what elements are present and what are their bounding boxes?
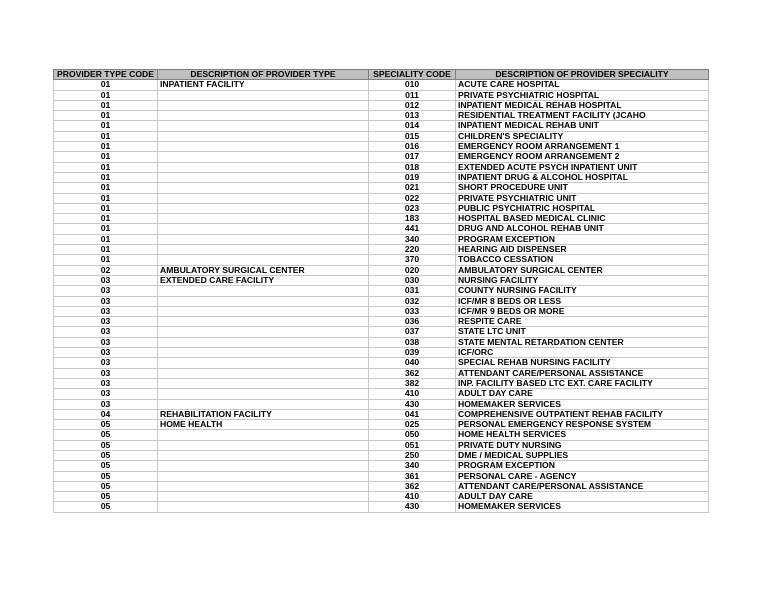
- speciality-description-cell: PUBLIC PSYCHIATRIC HOSPITAL: [456, 203, 709, 213]
- provider-type-code-cell: 01: [54, 142, 158, 152]
- provider-type-description-cell: [158, 337, 369, 347]
- speciality-description-cell: ADULT DAY CARE: [456, 389, 709, 399]
- provider-type-description-cell: [158, 358, 369, 368]
- table-row: [54, 368, 709, 378]
- provider-type-code-cell: 03: [54, 348, 158, 358]
- provider-type-description-cell: [158, 399, 369, 409]
- speciality-code-cell: 040: [369, 358, 456, 368]
- provider-type-description-cell: [158, 90, 369, 100]
- provider-type-code-cell: 01: [54, 234, 158, 244]
- provider-type-description-cell: [158, 430, 369, 440]
- speciality-description-cell: ATTENDANT CARE/PERSONAL ASSISTANCE: [456, 481, 709, 491]
- table-row: [54, 337, 709, 347]
- provider-type-code-cell: 01: [54, 100, 158, 110]
- provider-type-description-cell: [158, 471, 369, 481]
- provider-type-description-cell: [158, 327, 369, 337]
- provider-type-code-cell: 03: [54, 399, 158, 409]
- provider-type-code-cell: 01: [54, 255, 158, 265]
- speciality-description-cell: DME / MEDICAL SUPPLIES: [456, 450, 709, 460]
- speciality-description-cell: PERSONAL EMERGENCY RESPONSE SYSTEM: [456, 420, 709, 430]
- speciality-code-cell: 019: [369, 172, 456, 182]
- header-speciality-description: DESCRIPTION OF PROVIDER SPECIALITY: [456, 70, 709, 80]
- provider-type-description-cell: [158, 121, 369, 131]
- speciality-description-cell: EMERGENCY ROOM ARRANGEMENT 2: [456, 152, 709, 162]
- table-row: [54, 193, 709, 203]
- provider-type-code-cell: 03: [54, 317, 158, 327]
- header-row: [54, 70, 709, 80]
- provider-type-code-cell: 05: [54, 461, 158, 471]
- provider-type-description-cell: [158, 193, 369, 203]
- provider-type-code-cell: 05: [54, 471, 158, 481]
- provider-type-code-cell: 05: [54, 420, 158, 430]
- table-row: [54, 162, 709, 172]
- speciality-code-cell: 037: [369, 327, 456, 337]
- speciality-description-cell: PRIVATE PSYCHIATRIC HOSPITAL: [456, 90, 709, 100]
- speciality-description-cell: INPATIENT MEDICAL REHAB HOSPITAL: [456, 100, 709, 110]
- table-row: [54, 409, 709, 419]
- provider-type-code-cell: 01: [54, 245, 158, 255]
- speciality-description-cell: COMPREHENSIVE OUTPATIENT REHAB FACILITY: [456, 409, 709, 419]
- speciality-description-cell: COUNTY NURSING FACILITY: [456, 286, 709, 296]
- speciality-code-cell: 033: [369, 306, 456, 316]
- table-row: [54, 296, 709, 306]
- table-row: [54, 502, 709, 512]
- speciality-description-cell: PERSONAL CARE - AGENCY: [456, 471, 709, 481]
- speciality-description-cell: PRIVATE PSYCHIATRIC UNIT: [456, 193, 709, 203]
- speciality-code-cell: 015: [369, 131, 456, 141]
- provider-table-sheet: [53, 69, 709, 513]
- speciality-description-cell: PROGRAM EXCEPTION: [456, 461, 709, 471]
- provider-type-code-cell: 01: [54, 214, 158, 224]
- provider-type-description-cell: [158, 317, 369, 327]
- speciality-description-cell: SHORT PROCEDURE UNIT: [456, 183, 709, 193]
- speciality-code-cell: 036: [369, 317, 456, 327]
- speciality-description-cell: HOSPITAL BASED MEDICAL CLINIC: [456, 214, 709, 224]
- table-row: [54, 80, 709, 90]
- speciality-description-cell: PROGRAM EXCEPTION: [456, 234, 709, 244]
- provider-type-code-cell: 01: [54, 121, 158, 131]
- speciality-description-cell: ICF/MR 9 BEDS OR MORE: [456, 306, 709, 316]
- table-row: [54, 214, 709, 224]
- table-row: [54, 450, 709, 460]
- speciality-code-cell: 220: [369, 245, 456, 255]
- table-row: [54, 317, 709, 327]
- speciality-code-cell: 441: [369, 224, 456, 234]
- provider-type-code-cell: 03: [54, 275, 158, 285]
- table-row: [54, 378, 709, 388]
- speciality-code-cell: 031: [369, 286, 456, 296]
- table-row: [54, 121, 709, 131]
- table-row: [54, 481, 709, 491]
- provider-type-description-cell: AMBULATORY SURGICAL CENTER: [158, 265, 369, 275]
- provider-type-description-cell: [158, 450, 369, 460]
- provider-type-code-cell: 05: [54, 502, 158, 512]
- speciality-code-cell: 410: [369, 389, 456, 399]
- provider-type-description-cell: [158, 306, 369, 316]
- provider-type-description-cell: HOME HEALTH: [158, 420, 369, 430]
- speciality-description-cell: ATTENDANT CARE/PERSONAL ASSISTANCE: [456, 368, 709, 378]
- provider-type-description-cell: REHABILITATION FACILITY: [158, 409, 369, 419]
- speciality-description-cell: RESIDENTIAL TREATMENT FACILITY (JCAHO: [456, 111, 709, 121]
- speciality-code-cell: 361: [369, 471, 456, 481]
- provider-type-code-cell: 01: [54, 172, 158, 182]
- table-row: [54, 492, 709, 502]
- speciality-description-cell: INPATIENT MEDICAL REHAB UNIT: [456, 121, 709, 131]
- speciality-description-cell: ICF/MR 8 BEDS OR LESS: [456, 296, 709, 306]
- provider-type-code-cell: 03: [54, 306, 158, 316]
- provider-type-description-cell: [158, 378, 369, 388]
- table-row: [54, 172, 709, 182]
- table-row: [54, 399, 709, 409]
- provider-type-description-cell: [158, 348, 369, 358]
- provider-type-code-cell: 05: [54, 481, 158, 491]
- provider-type-code-cell: 02: [54, 265, 158, 275]
- provider-type-description-cell: [158, 296, 369, 306]
- provider-type-description-cell: [158, 131, 369, 141]
- speciality-description-cell: CHILDREN'S SPECIALITY: [456, 131, 709, 141]
- table-row: [54, 306, 709, 316]
- speciality-code-cell: 051: [369, 440, 456, 450]
- provider-type-description-cell: EXTENDED CARE FACILITY: [158, 275, 369, 285]
- provider-type-description-cell: [158, 286, 369, 296]
- speciality-code-cell: 340: [369, 461, 456, 471]
- provider-type-code-cell: 01: [54, 193, 158, 203]
- provider-type-description-cell: [158, 172, 369, 182]
- provider-type-code-cell: 01: [54, 90, 158, 100]
- table-row: [54, 471, 709, 481]
- speciality-code-cell: 018: [369, 162, 456, 172]
- speciality-description-cell: HOMEMAKER SERVICES: [456, 399, 709, 409]
- table-row: [54, 90, 709, 100]
- speciality-code-cell: 011: [369, 90, 456, 100]
- speciality-description-cell: ACUTE CARE HOSPITAL: [456, 80, 709, 90]
- provider-type-code-cell: 03: [54, 368, 158, 378]
- provider-type-description-cell: [158, 389, 369, 399]
- speciality-code-cell: 370: [369, 255, 456, 265]
- provider-type-description-cell: [158, 481, 369, 491]
- speciality-code-cell: 050: [369, 430, 456, 440]
- provider-type-description-cell: [158, 502, 369, 512]
- table-row: [54, 275, 709, 285]
- speciality-code-cell: 012: [369, 100, 456, 110]
- speciality-description-cell: ICF/ORC: [456, 348, 709, 358]
- provider-type-description-cell: [158, 100, 369, 110]
- speciality-code-cell: 340: [369, 234, 456, 244]
- speciality-code-cell: 014: [369, 121, 456, 131]
- provider-specialty-table: [53, 69, 709, 513]
- speciality-code-cell: 430: [369, 399, 456, 409]
- table-body: [54, 80, 709, 512]
- table-row: [54, 286, 709, 296]
- provider-type-description-cell: [158, 214, 369, 224]
- provider-type-description-cell: [158, 142, 369, 152]
- provider-type-code-cell: 01: [54, 131, 158, 141]
- table-row: [54, 152, 709, 162]
- provider-type-description-cell: INPATIENT FACILITY: [158, 80, 369, 90]
- speciality-code-cell: 039: [369, 348, 456, 358]
- speciality-description-cell: RESPITE CARE: [456, 317, 709, 327]
- speciality-description-cell: INPATIENT DRUG & ALCOHOL HOSPITAL: [456, 172, 709, 182]
- speciality-description-cell: INP. FACILITY BASED LTC EXT. CARE FACILITY: [456, 378, 709, 388]
- header-provider-type-code: PROVIDER TYPE CODE: [54, 70, 158, 80]
- table-row: [54, 327, 709, 337]
- speciality-code-cell: 021: [369, 183, 456, 193]
- speciality-description-cell: NURSING FACILITY: [456, 275, 709, 285]
- provider-type-description-cell: [158, 368, 369, 378]
- table-row: [54, 111, 709, 121]
- speciality-code-cell: 362: [369, 368, 456, 378]
- provider-type-code-cell: 01: [54, 203, 158, 213]
- table-row: [54, 461, 709, 471]
- speciality-code-cell: 030: [369, 275, 456, 285]
- table-row: [54, 142, 709, 152]
- speciality-code-cell: 041: [369, 409, 456, 419]
- provider-type-code-cell: 01: [54, 162, 158, 172]
- speciality-description-cell: DRUG AND ALCOHOL REHAB UNIT: [456, 224, 709, 234]
- provider-type-code-cell: 01: [54, 152, 158, 162]
- speciality-description-cell: STATE MENTAL RETARDATION CENTER: [456, 337, 709, 347]
- speciality-code-cell: 023: [369, 203, 456, 213]
- speciality-description-cell: HOMEMAKER SERVICES: [456, 502, 709, 512]
- speciality-code-cell: 410: [369, 492, 456, 502]
- speciality-code-cell: 183: [369, 214, 456, 224]
- speciality-description-cell: EXTENDED ACUTE PSYCH INPATIENT UNIT: [456, 162, 709, 172]
- provider-type-code-cell: 01: [54, 80, 158, 90]
- provider-type-description-cell: [158, 183, 369, 193]
- provider-type-description-cell: [158, 461, 369, 471]
- speciality-code-cell: 362: [369, 481, 456, 491]
- header-provider-type-description: DESCRIPTION OF PROVIDER TYPE: [158, 70, 369, 80]
- table-row: [54, 183, 709, 193]
- provider-type-description-cell: [158, 162, 369, 172]
- speciality-code-cell: 020: [369, 265, 456, 275]
- provider-type-code-cell: 03: [54, 378, 158, 388]
- speciality-description-cell: STATE LTC UNIT: [456, 327, 709, 337]
- speciality-code-cell: 017: [369, 152, 456, 162]
- table-row: [54, 440, 709, 450]
- provider-type-code-cell: 05: [54, 450, 158, 460]
- table-row: [54, 348, 709, 358]
- speciality-description-cell: HEARING AID DISPENSER: [456, 245, 709, 255]
- speciality-code-cell: 025: [369, 420, 456, 430]
- provider-type-description-cell: [158, 234, 369, 244]
- table-row: [54, 234, 709, 244]
- provider-type-code-cell: 05: [54, 430, 158, 440]
- speciality-code-cell: 038: [369, 337, 456, 347]
- table-header: [54, 70, 709, 80]
- table-row: [54, 131, 709, 141]
- table-row: [54, 245, 709, 255]
- provider-type-code-cell: 03: [54, 389, 158, 399]
- provider-type-code-cell: 03: [54, 337, 158, 347]
- provider-type-code-cell: 01: [54, 111, 158, 121]
- table-row: [54, 203, 709, 213]
- speciality-code-cell: 032: [369, 296, 456, 306]
- provider-type-description-cell: [158, 111, 369, 121]
- table-row: [54, 358, 709, 368]
- table-row: [54, 430, 709, 440]
- speciality-description-cell: AMBULATORY SURGICAL CENTER: [456, 265, 709, 275]
- provider-type-code-cell: 01: [54, 224, 158, 234]
- speciality-code-cell: 016: [369, 142, 456, 152]
- table-row: [54, 255, 709, 265]
- provider-type-description-cell: [158, 245, 369, 255]
- provider-type-code-cell: 05: [54, 492, 158, 502]
- speciality-code-cell: 022: [369, 193, 456, 203]
- provider-type-description-cell: [158, 152, 369, 162]
- table-row: [54, 224, 709, 234]
- provider-type-description-cell: [158, 224, 369, 234]
- provider-type-code-cell: 03: [54, 286, 158, 296]
- provider-type-code-cell: 03: [54, 327, 158, 337]
- speciality-code-cell: 250: [369, 450, 456, 460]
- provider-type-code-cell: 03: [54, 296, 158, 306]
- speciality-code-cell: 013: [369, 111, 456, 121]
- provider-type-description-cell: [158, 440, 369, 450]
- speciality-description-cell: HOME HEALTH SERVICES: [456, 430, 709, 440]
- speciality-description-cell: TOBACCO CESSATION: [456, 255, 709, 265]
- speciality-description-cell: ADULT DAY CARE: [456, 492, 709, 502]
- speciality-code-cell: 430: [369, 502, 456, 512]
- speciality-code-cell: 010: [369, 80, 456, 90]
- provider-type-code-cell: 05: [54, 440, 158, 450]
- table-row: [54, 265, 709, 275]
- speciality-description-cell: EMERGENCY ROOM ARRANGEMENT 1: [456, 142, 709, 152]
- speciality-code-cell: 382: [369, 378, 456, 388]
- provider-type-code-cell: 03: [54, 358, 158, 368]
- table-row: [54, 420, 709, 430]
- table-row: [54, 389, 709, 399]
- speciality-description-cell: SPECIAL REHAB NURSING FACILITY: [456, 358, 709, 368]
- provider-type-code-cell: 04: [54, 409, 158, 419]
- provider-type-description-cell: [158, 203, 369, 213]
- provider-type-description-cell: [158, 255, 369, 265]
- speciality-description-cell: PRIVATE DUTY NURSING: [456, 440, 709, 450]
- table-row: [54, 100, 709, 110]
- provider-type-code-cell: 01: [54, 183, 158, 193]
- header-speciality-code: SPECIALITY CODE: [369, 70, 456, 80]
- provider-type-description-cell: [158, 492, 369, 502]
